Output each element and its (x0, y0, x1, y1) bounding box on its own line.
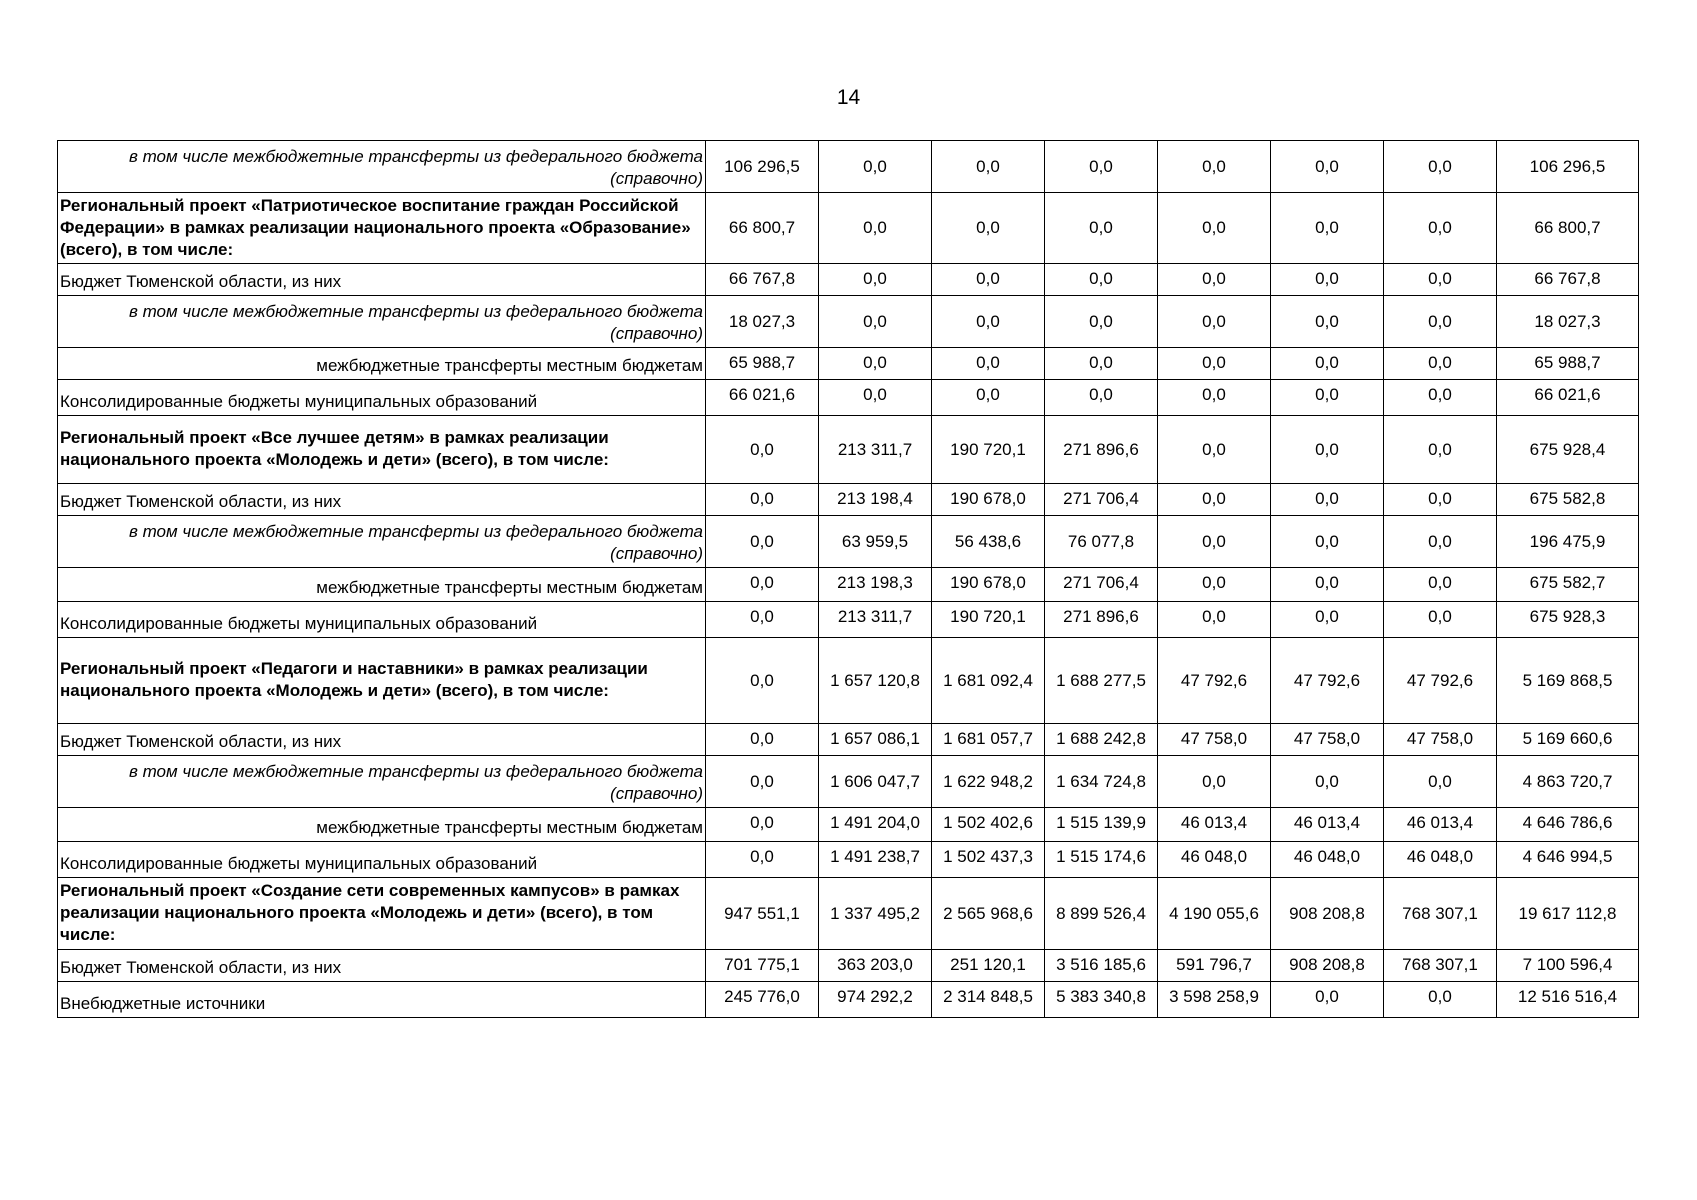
value-cell: 2 565 968,6 (932, 878, 1045, 950)
value-cell: 4 646 994,5 (1497, 842, 1639, 878)
value-cell: 190 678,0 (932, 568, 1045, 602)
value-cell: 8 899 526,4 (1045, 878, 1158, 950)
value-cell: 675 928,3 (1497, 602, 1639, 638)
value-cell: 0,0 (1271, 602, 1384, 638)
value-cell: 271 706,4 (1045, 484, 1158, 516)
value-cell: 46 013,4 (1158, 808, 1271, 842)
value-cell: 908 208,8 (1271, 950, 1384, 982)
value-cell: 0,0 (1384, 484, 1497, 516)
row-label: в том числе межбюджетные трансферты из федерального бюджета (справочно) (58, 141, 706, 193)
value-cell: 4 863 720,7 (1497, 756, 1639, 808)
row-label: Бюджет Тюменской области, из них (58, 264, 706, 296)
value-cell: 0,0 (1271, 296, 1384, 348)
value-cell: 245 776,0 (706, 982, 819, 1018)
value-cell: 0,0 (706, 808, 819, 842)
value-cell: 768 307,1 (1384, 878, 1497, 950)
value-cell: 768 307,1 (1384, 950, 1497, 982)
value-cell: 0,0 (706, 484, 819, 516)
value-cell: 0,0 (706, 756, 819, 808)
value-cell: 0,0 (706, 568, 819, 602)
value-cell: 1 606 047,7 (819, 756, 932, 808)
value-cell: 47 792,6 (1271, 638, 1384, 724)
value-cell: 0,0 (1045, 348, 1158, 380)
value-cell: 1 515 139,9 (1045, 808, 1158, 842)
value-cell: 47 758,0 (1271, 724, 1384, 756)
value-cell: 0,0 (1271, 264, 1384, 296)
value-cell: 0,0 (1158, 416, 1271, 484)
value-cell: 66 800,7 (706, 193, 819, 264)
value-cell: 5 169 660,6 (1497, 724, 1639, 756)
value-cell: 0,0 (706, 724, 819, 756)
value-cell: 106 296,5 (706, 141, 819, 193)
value-cell: 46 048,0 (1158, 842, 1271, 878)
value-cell: 0,0 (932, 348, 1045, 380)
value-cell: 0,0 (1158, 756, 1271, 808)
value-cell: 65 988,7 (1497, 348, 1639, 380)
value-cell: 0,0 (706, 638, 819, 724)
row-label: Региональный проект «Все лучшее детям» в рамках реализации национального проекта «Молодежь и дети» (всего), в том числе: (58, 416, 706, 484)
value-cell: 0,0 (1271, 416, 1384, 484)
value-cell: 1 515 174,6 (1045, 842, 1158, 878)
value-cell: 190 678,0 (932, 484, 1045, 516)
value-cell: 0,0 (819, 264, 932, 296)
value-cell: 19 617 112,8 (1497, 878, 1639, 950)
row-label: Бюджет Тюменской области, из них (58, 484, 706, 516)
value-cell: 0,0 (1158, 264, 1271, 296)
value-cell: 0,0 (1271, 348, 1384, 380)
row-label: Региональный проект «Патриотическое воспитание граждан Российской Федерации» в рамках реализации национального проекта «Образование» (всего), в том числе: (58, 193, 706, 264)
table-row (58, 296, 1639, 348)
value-cell: 0,0 (1158, 516, 1271, 568)
value-cell: 1 681 057,7 (932, 724, 1045, 756)
value-cell: 47 758,0 (1158, 724, 1271, 756)
table-row (58, 568, 1639, 602)
value-cell: 0,0 (1271, 484, 1384, 516)
value-cell: 0,0 (1158, 568, 1271, 602)
value-cell: 591 796,7 (1158, 950, 1271, 982)
value-cell: 190 720,1 (932, 416, 1045, 484)
value-cell: 46 048,0 (1271, 842, 1384, 878)
table-row (58, 638, 1639, 724)
table-row (58, 602, 1639, 638)
value-cell: 4 646 786,6 (1497, 808, 1639, 842)
value-cell: 0,0 (932, 296, 1045, 348)
row-label: межбюджетные трансферты местным бюджетам (58, 808, 706, 842)
table-row (58, 193, 1639, 264)
table-row (58, 756, 1639, 808)
value-cell: 0,0 (1384, 193, 1497, 264)
value-cell: 1 681 092,4 (932, 638, 1045, 724)
value-cell: 0,0 (1271, 193, 1384, 264)
table-row (58, 348, 1639, 380)
row-label: в том числе межбюджетные трансферты из федерального бюджета (справочно) (58, 756, 706, 808)
value-cell: 12 516 516,4 (1497, 982, 1639, 1018)
value-cell: 0,0 (1271, 982, 1384, 1018)
value-cell: 7 100 596,4 (1497, 950, 1639, 982)
value-cell: 0,0 (1158, 141, 1271, 193)
table-row (58, 808, 1639, 842)
value-cell: 0,0 (1384, 296, 1497, 348)
value-cell: 1 502 402,6 (932, 808, 1045, 842)
value-cell: 0,0 (932, 193, 1045, 264)
value-cell: 0,0 (1045, 380, 1158, 416)
row-label: Бюджет Тюменской области, из них (58, 950, 706, 982)
table-row (58, 141, 1639, 193)
table-row (58, 380, 1639, 416)
value-cell: 675 582,7 (1497, 568, 1639, 602)
value-cell: 675 582,8 (1497, 484, 1639, 516)
row-label: Внебюджетные источники (58, 982, 706, 1018)
value-cell: 5 169 868,5 (1497, 638, 1639, 724)
value-cell: 106 296,5 (1497, 141, 1639, 193)
value-cell: 47 792,6 (1158, 638, 1271, 724)
value-cell: 0,0 (1045, 193, 1158, 264)
table-row (58, 842, 1639, 878)
value-cell: 213 311,7 (819, 602, 932, 638)
budget-table-body (58, 141, 1639, 1018)
value-cell: 0,0 (1158, 193, 1271, 264)
value-cell: 1 337 495,2 (819, 878, 932, 950)
value-cell: 190 720,1 (932, 602, 1045, 638)
row-label: Консолидированные бюджеты муниципальных образований (58, 842, 706, 878)
table-row (58, 878, 1639, 950)
value-cell: 56 438,6 (932, 516, 1045, 568)
value-cell: 0,0 (706, 516, 819, 568)
value-cell: 0,0 (932, 141, 1045, 193)
value-cell: 66 767,8 (706, 264, 819, 296)
value-cell: 76 077,8 (1045, 516, 1158, 568)
table-row (58, 516, 1639, 568)
value-cell: 0,0 (932, 380, 1045, 416)
value-cell: 0,0 (1384, 982, 1497, 1018)
value-cell: 271 896,6 (1045, 416, 1158, 484)
value-cell: 675 928,4 (1497, 416, 1639, 484)
budget-table (57, 140, 1639, 1018)
value-cell: 46 048,0 (1384, 842, 1497, 878)
value-cell: 0,0 (706, 842, 819, 878)
value-cell: 1 657 120,8 (819, 638, 932, 724)
value-cell: 271 896,6 (1045, 602, 1158, 638)
value-cell: 0,0 (1045, 264, 1158, 296)
value-cell: 0,0 (819, 296, 932, 348)
value-cell: 1 688 242,8 (1045, 724, 1158, 756)
value-cell: 0,0 (1271, 380, 1384, 416)
value-cell: 701 775,1 (706, 950, 819, 982)
value-cell: 0,0 (1158, 296, 1271, 348)
row-label: межбюджетные трансферты местным бюджетам (58, 348, 706, 380)
row-label: Бюджет Тюменской области, из них (58, 724, 706, 756)
value-cell: 0,0 (1158, 484, 1271, 516)
value-cell: 0,0 (1271, 141, 1384, 193)
row-label: в том числе межбюджетные трансферты из федерального бюджета (справочно) (58, 296, 706, 348)
value-cell: 0,0 (932, 264, 1045, 296)
value-cell: 46 013,4 (1384, 808, 1497, 842)
row-label: в том числе межбюджетные трансферты из федерального бюджета (справочно) (58, 516, 706, 568)
value-cell: 0,0 (1045, 141, 1158, 193)
value-cell: 251 120,1 (932, 950, 1045, 982)
value-cell: 0,0 (819, 193, 932, 264)
value-cell: 0,0 (1271, 568, 1384, 602)
table-row (58, 950, 1639, 982)
value-cell: 0,0 (1158, 602, 1271, 638)
value-cell: 213 198,3 (819, 568, 932, 602)
value-cell: 0,0 (819, 141, 932, 193)
value-cell: 0,0 (1271, 516, 1384, 568)
value-cell: 3 516 185,6 (1045, 950, 1158, 982)
table-row (58, 724, 1639, 756)
table-row (58, 416, 1639, 484)
value-cell: 1 502 437,3 (932, 842, 1045, 878)
table-row (58, 264, 1639, 296)
page-number: 14 (836, 86, 861, 109)
value-cell: 1 657 086,1 (819, 724, 932, 756)
value-cell: 0,0 (1384, 516, 1497, 568)
value-cell: 1 491 238,7 (819, 842, 932, 878)
value-cell: 65 988,7 (706, 348, 819, 380)
value-cell: 0,0 (1384, 380, 1497, 416)
value-cell: 0,0 (819, 380, 932, 416)
table-row (58, 484, 1639, 516)
value-cell: 974 292,2 (819, 982, 932, 1018)
value-cell: 0,0 (706, 416, 819, 484)
value-cell: 908 208,8 (1271, 878, 1384, 950)
value-cell: 66 767,8 (1497, 264, 1639, 296)
value-cell: 0,0 (1271, 756, 1384, 808)
value-cell: 46 013,4 (1271, 808, 1384, 842)
value-cell: 196 475,9 (1497, 516, 1639, 568)
value-cell: 4 190 055,6 (1158, 878, 1271, 950)
row-label: Региональный проект «Педагоги и наставники» в рамках реализации национального проекта «Молодежь и дети» (всего), в том числе: (58, 638, 706, 724)
value-cell: 66 021,6 (1497, 380, 1639, 416)
value-cell: 47 758,0 (1384, 724, 1497, 756)
value-cell: 18 027,3 (1497, 296, 1639, 348)
value-cell: 363 203,0 (819, 950, 932, 982)
value-cell: 0,0 (1158, 348, 1271, 380)
row-label: Консолидированные бюджеты муниципальных образований (58, 380, 706, 416)
value-cell: 0,0 (1384, 602, 1497, 638)
value-cell: 2 314 848,5 (932, 982, 1045, 1018)
value-cell: 0,0 (1384, 568, 1497, 602)
value-cell: 0,0 (1158, 380, 1271, 416)
value-cell: 271 706,4 (1045, 568, 1158, 602)
value-cell: 0,0 (1384, 141, 1497, 193)
value-cell: 18 027,3 (706, 296, 819, 348)
value-cell: 63 959,5 (819, 516, 932, 568)
value-cell: 0,0 (1384, 756, 1497, 808)
value-cell: 66 021,6 (706, 380, 819, 416)
value-cell: 213 198,4 (819, 484, 932, 516)
value-cell: 0,0 (1384, 264, 1497, 296)
value-cell: 213 311,7 (819, 416, 932, 484)
row-label: Региональный проект «Создание сети современных кампусов» в рамках реализации национального проекта «Молодежь и дети» (всего), в том числе: (58, 878, 706, 950)
value-cell: 0,0 (1045, 296, 1158, 348)
value-cell: 1 491 204,0 (819, 808, 932, 842)
value-cell: 5 383 340,8 (1045, 982, 1158, 1018)
value-cell: 1 688 277,5 (1045, 638, 1158, 724)
value-cell: 47 792,6 (1384, 638, 1497, 724)
value-cell: 0,0 (819, 348, 932, 380)
value-cell: 0,0 (706, 602, 819, 638)
value-cell: 0,0 (1384, 416, 1497, 484)
table-row (58, 982, 1639, 1018)
value-cell: 947 551,1 (706, 878, 819, 950)
value-cell: 1 622 948,2 (932, 756, 1045, 808)
value-cell: 66 800,7 (1497, 193, 1639, 264)
row-label: Консолидированные бюджеты муниципальных образований (58, 602, 706, 638)
value-cell: 1 634 724,8 (1045, 756, 1158, 808)
value-cell: 0,0 (1384, 348, 1497, 380)
row-label: межбюджетные трансферты местным бюджетам (58, 568, 706, 602)
value-cell: 3 598 258,9 (1158, 982, 1271, 1018)
